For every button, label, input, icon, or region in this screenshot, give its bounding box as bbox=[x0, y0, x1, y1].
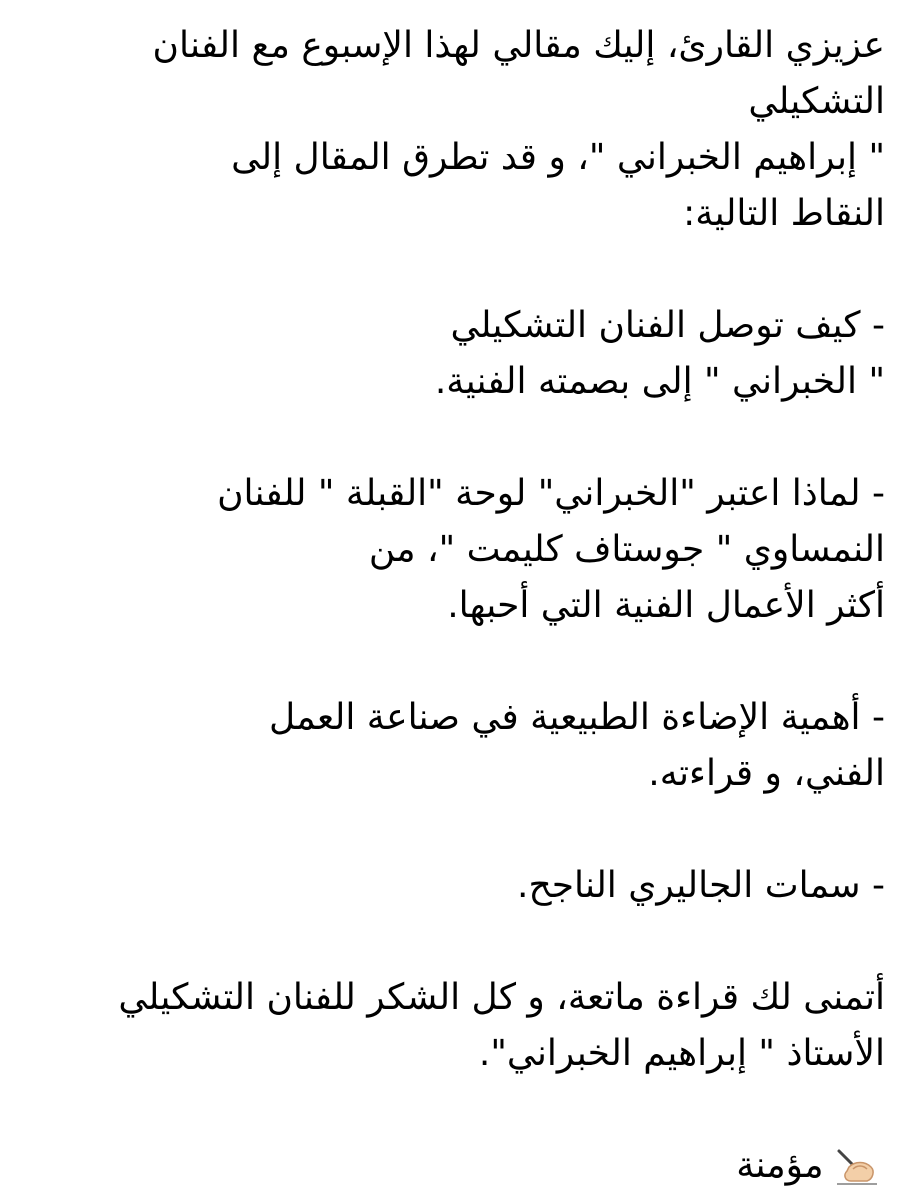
point-1-line-1: - كيف توصل الفنان التشكيلي bbox=[450, 305, 885, 346]
point-2-line-1: - لماذا اعتبر "الخبراني" لوحة "القبلة " للفنان bbox=[217, 473, 885, 514]
point-2-line-3: أكثر الأعمال الفنية التي أحبها. bbox=[447, 585, 885, 626]
paragraph-gap bbox=[40, 1082, 885, 1138]
closing-line-2: الأستاذ " إبراهيم الخبراني". bbox=[478, 1033, 885, 1074]
point-3-line-2: الفني، و قراءته. bbox=[648, 753, 885, 794]
point-1-line-2: " الخبراني " إلى بصمته الفنية. bbox=[434, 361, 885, 402]
closing-line-1: أتمنى لك قراءة ماتعة، و كل الشكر للفنان التشكيلي bbox=[118, 977, 885, 1018]
intro-line-4: النقاط التالية: bbox=[683, 193, 885, 234]
signature-name: مؤمنة bbox=[736, 1145, 824, 1186]
writing-hand-icon bbox=[835, 1147, 879, 1187]
intro-line-3: " إبراهيم الخبراني "، و قد تطرق المقال إلى bbox=[231, 137, 885, 178]
signature bbox=[40, 1138, 885, 1194]
paragraph-gap bbox=[40, 914, 885, 970]
point-2-line-2: النمساوي " جوستاف كليمت "، من bbox=[368, 529, 885, 570]
intro-line-2: التشكيلي bbox=[748, 81, 885, 122]
paragraph-gap bbox=[40, 242, 885, 298]
paragraph-gap bbox=[40, 634, 885, 690]
paragraph-gap bbox=[40, 802, 885, 858]
intro-line-1: عزيزي القارئ، إليك مقالي لهذا الإسبوع مع الفنان bbox=[152, 25, 885, 66]
point-3-line-1: - أهمية الإضاءة الطبيعية في صناعة العمل bbox=[268, 697, 885, 738]
point-4-line-1: - سمات الجاليري الناجح. bbox=[517, 865, 885, 906]
article-note bbox=[40, 18, 885, 1194]
paragraph-gap bbox=[40, 410, 885, 466]
